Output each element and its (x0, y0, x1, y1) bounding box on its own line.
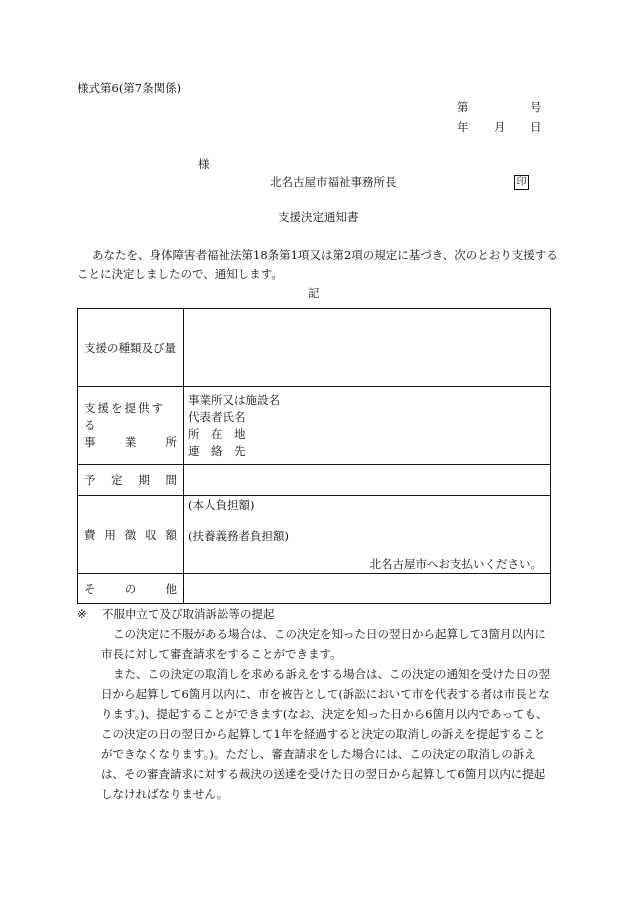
seal-icon: 印 (514, 175, 529, 190)
label-char: 間 (165, 473, 177, 487)
label-char: 徴 (124, 527, 137, 542)
label-char: 所 (165, 435, 177, 449)
label-char: 事 (84, 435, 96, 449)
fee-support-burden: (扶養義務者負担額) (188, 529, 289, 543)
label-char: 額 (165, 527, 177, 542)
notice-p2-line: しなければなりません。 (101, 787, 229, 801)
support-table (77, 308, 551, 604)
support-type-label: 支援の種類及び量 (78, 309, 184, 387)
label-char: 予 (84, 473, 96, 487)
notice-p2-line: は、その審査請求に対する裁決の送達を受けた日の翌日から起算して6箇月以内に提起 (101, 767, 546, 781)
notice-p2-line: また、この決定の取消しを求める訴えをする場合は、この決定の通知を受けた日の翌 (113, 667, 550, 681)
period-cell (184, 465, 551, 496)
notice-paragraph-2 (101, 664, 550, 804)
provider-facility-name: 事業所又は施設名 (188, 392, 280, 407)
notice-paragraph-1 (101, 624, 546, 664)
date-month: 月 (494, 120, 506, 134)
provider-label (78, 387, 184, 465)
notice-p2-line: ります。)、提起することができます(なお、決定を知った日から6箇月以内であっても、 (101, 707, 548, 721)
row-fee (78, 496, 551, 574)
fee-payment-note: 北名古屋市へお支払いください。 (369, 557, 542, 571)
doc-number-suffix: 号 (530, 100, 542, 114)
addressee-honorific: 様 (198, 157, 210, 171)
row-support-type (78, 309, 551, 387)
label-char: 定 (111, 473, 123, 487)
other-label (78, 574, 184, 604)
provider-address: 所 在 地 (188, 426, 246, 441)
provider-label-line2 (84, 434, 177, 451)
seal-mark (514, 175, 529, 190)
provider-representative: 代表者氏名 (188, 409, 246, 424)
label-char: 期 (138, 473, 150, 487)
other-cell (184, 574, 551, 604)
document-title: 支援決定通知書 (278, 210, 359, 224)
issuer-name: 北名古屋市福祉事務所長 (270, 175, 397, 189)
label-char: の (124, 581, 137, 596)
label-char: 用 (104, 527, 116, 542)
notice-heading: 不服申立て及び取消訴訟等の提起 (102, 607, 275, 621)
label-char: 収 (145, 527, 157, 542)
body-line-1: あなたを、身体障害者福祉法第18条第1項又は第2項の規定に基づき、次のとおり支援する (92, 248, 558, 262)
label-char: 他 (165, 581, 177, 596)
period-label (78, 465, 184, 496)
notice-p2-line: ができなくなります。)。ただし、審査請求をした場合には、この決定の取消しの訴え (101, 747, 536, 761)
notice-p1-line: この決定に不服がある場合は、この決定を知った日の翌日から起算して3箇月以内に (113, 627, 546, 641)
doc-number-prefix: 第 (457, 100, 469, 114)
date-day: 日 (530, 120, 542, 134)
fee-self-burden: (本人負担額) (188, 498, 255, 512)
support-type-cell (184, 309, 551, 387)
provider-details (184, 387, 551, 465)
notice-p1-line: 市長に対して審査請求をすることができます。 (101, 647, 342, 661)
row-period (78, 465, 551, 496)
body-line-2: ことに決定しましたので、通知します。 (77, 267, 283, 281)
provider-contact: 連 絡 先 (188, 443, 246, 458)
label-char: 業 (124, 435, 137, 449)
fee-label (78, 496, 184, 574)
notice-mark: ※ (77, 607, 87, 621)
provider-label-line1: 支援を提供する (84, 401, 165, 432)
ki-mark: 記 (308, 286, 320, 300)
row-other (78, 574, 551, 604)
date-year: 年 (457, 120, 469, 134)
row-provider (78, 387, 551, 465)
fee-details (184, 496, 551, 574)
form-number: 様式第6(第7条関係) (77, 81, 182, 95)
label-char: 費 (84, 527, 96, 542)
notice-p2-line: この決定の日の翌日から起算して1年を経過すると決定の取消しの訴えを提起すること (101, 727, 546, 741)
label-char: そ (84, 581, 96, 596)
notice-p2-line: 日から起算して6箇月以内に、市を被告として(訴訟において市を代表する者は市長とな (101, 687, 550, 701)
